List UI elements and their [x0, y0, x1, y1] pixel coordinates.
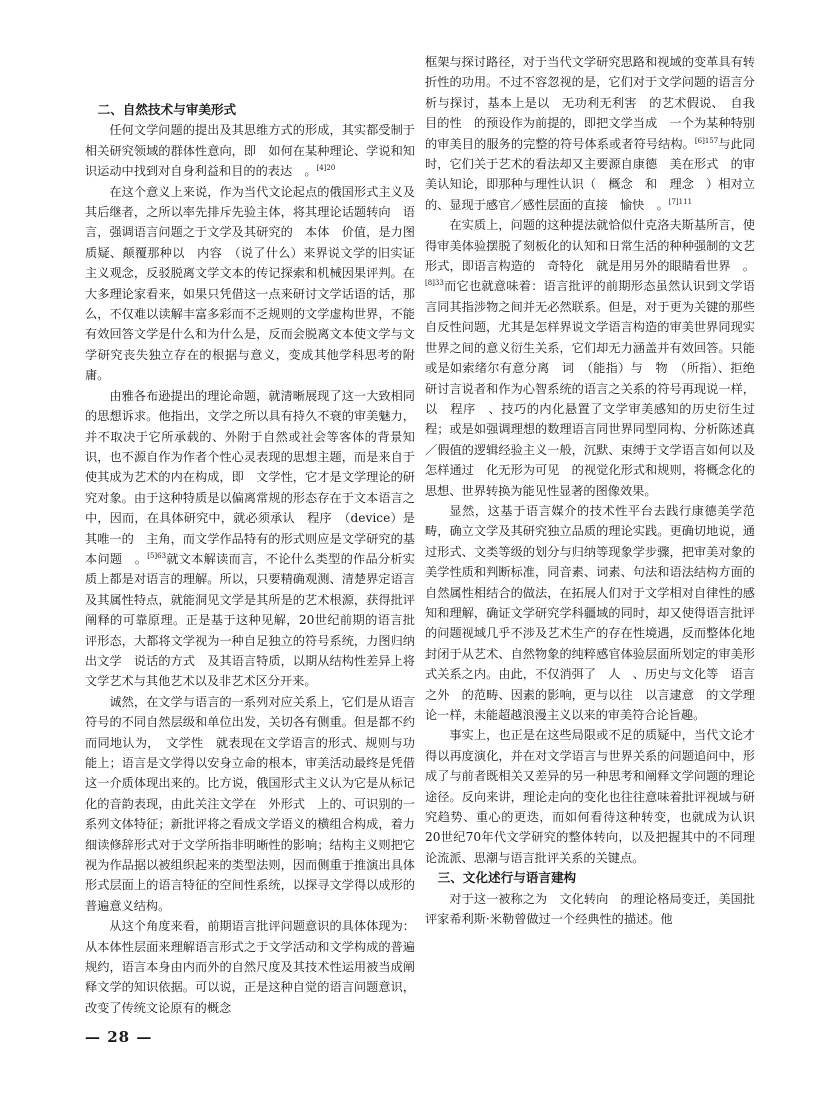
- page-number: — 28 —: [85, 1028, 153, 1046]
- paragraph-text: 与此同时，它们关于艺术的看法却又主要源自康德 美在形式 的审美认知论，即那种与理性认识（ 概念 和 理念 ）相对立的、显现于感官／感性层面的直接 愉快 。: [425, 136, 756, 212]
- paragraph: 诚然，在文学与语言的一系列对应关系上，它们是从语言符号的不同自然层级和单位出发，关切各有侧重。但是都不约而同地认为， 文学性 就表现在文学语言的形式、规则与功能上；语言是文学得以安身立命的根本，审美活动最终是凭借这一介质体现出来的。比方说，俄国形式主义认为它是从标记化的音韵表现，由此关注文学在 外形式 上的、可识别的一系列文体特征；新批评将之看成文学语义的横组合构成，着力细读修辞形式对于文学所指非明晰性的影响；结构主义则把它视为作品据以被组织起来的类型法则，因而侧重于推演出具体形式层面上的语言特征的空间性系统，以探寻文学得以成形的普遍意义结构。: [85, 694, 415, 913]
- paragraph-text: 在实质上，问题的这种提法就恰似什克洛夫斯基所言，使得审美体验摆脱了刻板化的认知和日常生活的种种强制的文艺形式，即语言构造的 奇特化 就是用另外的眼睛看世界 。: [425, 218, 755, 274]
- citation: [4]20: [316, 164, 336, 173]
- section-heading-2: 二、自然技术与审美形式: [97, 102, 237, 117]
- paragraph-text: 而它也就意味着：语言批评的前期形态虽然认识到文学语言同其指涉物之间并无必然联系。但是，对于更为关键的那些自反性问题，尤其是怎样界说文学语言构造的审美世界同现实世界之间的意义衍生关系，它们却无力涵盖并有效回答。只能或是如索绪尔有意分离 词 （能指）与 物 （所指）、拒绝研讨言说者和作为心智系统的语言之关系的符号再现说一样，以 程序 、技巧的内化悬置了文学审美感知的历史衍生过程；或是如强调理想的数理语言同世界同型同构、分析陈述真／假值的逻辑经验主义一般，沉默、束缚于文学语言如何以及怎样通过 化无形为可见 的视觉化形式和规则，将概念化的思想、世界转换为能见性显著的图像效果。: [425, 279, 755, 498]
- paragraph-text: 就文本解读而言，不论什么类型的作品分析实质上都是对语言的理解。所以，只要精确观测、清楚界定语言及其属性特点，就能洞见文学是其所是的艺术根源，获得批评阐释的可靠原理。正是基于这种见解，20世纪前期的语言批评形态，大都将文学视为一种自足独立的符号系统，力图归纳出文学 说话的方式 及其语言特质，以期从结构性差异上将文学艺术与其他艺术以及非艺术区分开来。: [85, 551, 415, 689]
- citation: [5]63: [147, 551, 167, 560]
- paragraph: 对于这一被称之为 文化转向 的理论格局变迁，美国批评家希利斯·米勒曾做过一个经典性的描述。他: [425, 891, 755, 927]
- citation: [6]157: [694, 136, 719, 145]
- left-column: [85, 100, 415, 1018]
- paragraph: [85, 120, 415, 181]
- paragraph: [85, 386, 415, 692]
- paragraph: [425, 215, 755, 501]
- paragraph-text: 由雅各布逊提出的理论命题，就清晰展现了这一大致相同的思想诉求。他指出，文学之所以具有持久不衰的审美魅力，并不取决于它所承载的、外附于自然或社会等客体的背景知识，也不源自作为作者个性心灵表现的思想主题，而是来自于使其成为艺术的内在构成，即 文学性，它才是文学理论的研究对象。由于这种特质是以偏离常规的形态存在于文本语言之中，因而，在具体研究中，就必须承认 程序 （device）是其唯一的 主角，而文学作品特有的形式则应是文学研究的基本问题 。: [85, 388, 415, 566]
- citation: [7]111: [668, 197, 693, 206]
- section-heading-3: 三、文化述行与语言建构: [437, 870, 577, 886]
- paragraph: 从这个角度来看，前期语言批评问题意识的具体体现为：从本体性层面来理解语言形式之于文学活动和文学构成的普遍规约，语言本身由内而外的自然尺度及其技术性运用被当成阐释文学的知识依据。可以说，正是这种自觉的语言问题意识，改变了传统文论原有的概念: [85, 919, 415, 1015]
- paragraph: [425, 52, 755, 215]
- paragraph-text: 任何文学问题的提出及其思维方式的形成，其实都受制于相关研究领域的群体性意向，即 如何在某种理论、学说和知识运动中找到对自身利益和目的的表达 。: [85, 123, 415, 179]
- right-column: [425, 52, 755, 929]
- paragraph: 事实上，也正是在这些局限或不足的质疑中，当代文论才得以再度演化，并在对文学语言与世界关系的问题追问中，形成了与前者既相关又差异的另一种思考和阐释文学问题的理论途径。反向来讲，理论走向的变化也往往意味着批评视域与研究趋势、重心的更迭，而如何看待这种转变，也就成为认识20世纪70年代文学研究的整体转向，以及把握其中的不同理论流派、思潮与语言批评关系的关键点。: [425, 728, 755, 865]
- citation: [8]33: [425, 279, 444, 288]
- paragraph-text: 框架与探讨路径，对于当代文学研究思路和视域的变革具有转折性的功用。不过不容忽视的是，它们对于文学问题的语言分析与探讨，基本上是以 无功利无利害 的艺术假说、 自我目的性 的预设作为前提的，即把文学当成 一个为某种特别的审美目的服务的完整的符号体系或者符号结构。: [425, 55, 755, 151]
- paragraph: 在这个意义上来说，作为当代文论起点的俄国形式主义及其后继者，之所以率先排斥先验主体，将其理论话题转向 语言，强调语言问题之于文学及其研究的 本体 价值，是力图质疑、颠覆那种以 内容 （说了什么）来界说文学的旧实证主义观念，反驳脱离文学文本的传记探索和机械因果评判。在大多理论家看来，如果只凭借这一点来研讨文学话语的话，那么，不仅难以读解丰富多彩而不乏规则的文学虚构世界，不能有效回答文学是什么和为什么是，反而会脱离文本使文学与文学研究丧失独立存在的根据与意义，变成其他学科思考的附庸。: [85, 184, 415, 383]
- paragraph: 显然，这基于语言媒介的技术性平台去践行康德美学范畴，确立文学及其研究独立品质的理论实践。更确切地说，通过形式、文类等级的划分与归纳等现象学步骤，把审美对象的美学性质和判断标准，同音素、词素、句法和语法结构方面的自然属性相结合的做法，在拓展人们对于文学相对自律性的感知和理解，确证文学研究学科疆域的同时，却又使得语言批评的问题视域几乎不涉及艺术生产的存在性境遇，反而整体化地封闭于从艺术、自然物象的纯粹感官体验层面所划定的审美形式关系之内。由此，不仅消弭了 人 、历史与文化等 语言之外 的范畴、因素的影响，更与以往 以言逮意 的文学理论一样，未能超越浪漫主义以来的审美符合论旨趣。: [425, 503, 755, 722]
